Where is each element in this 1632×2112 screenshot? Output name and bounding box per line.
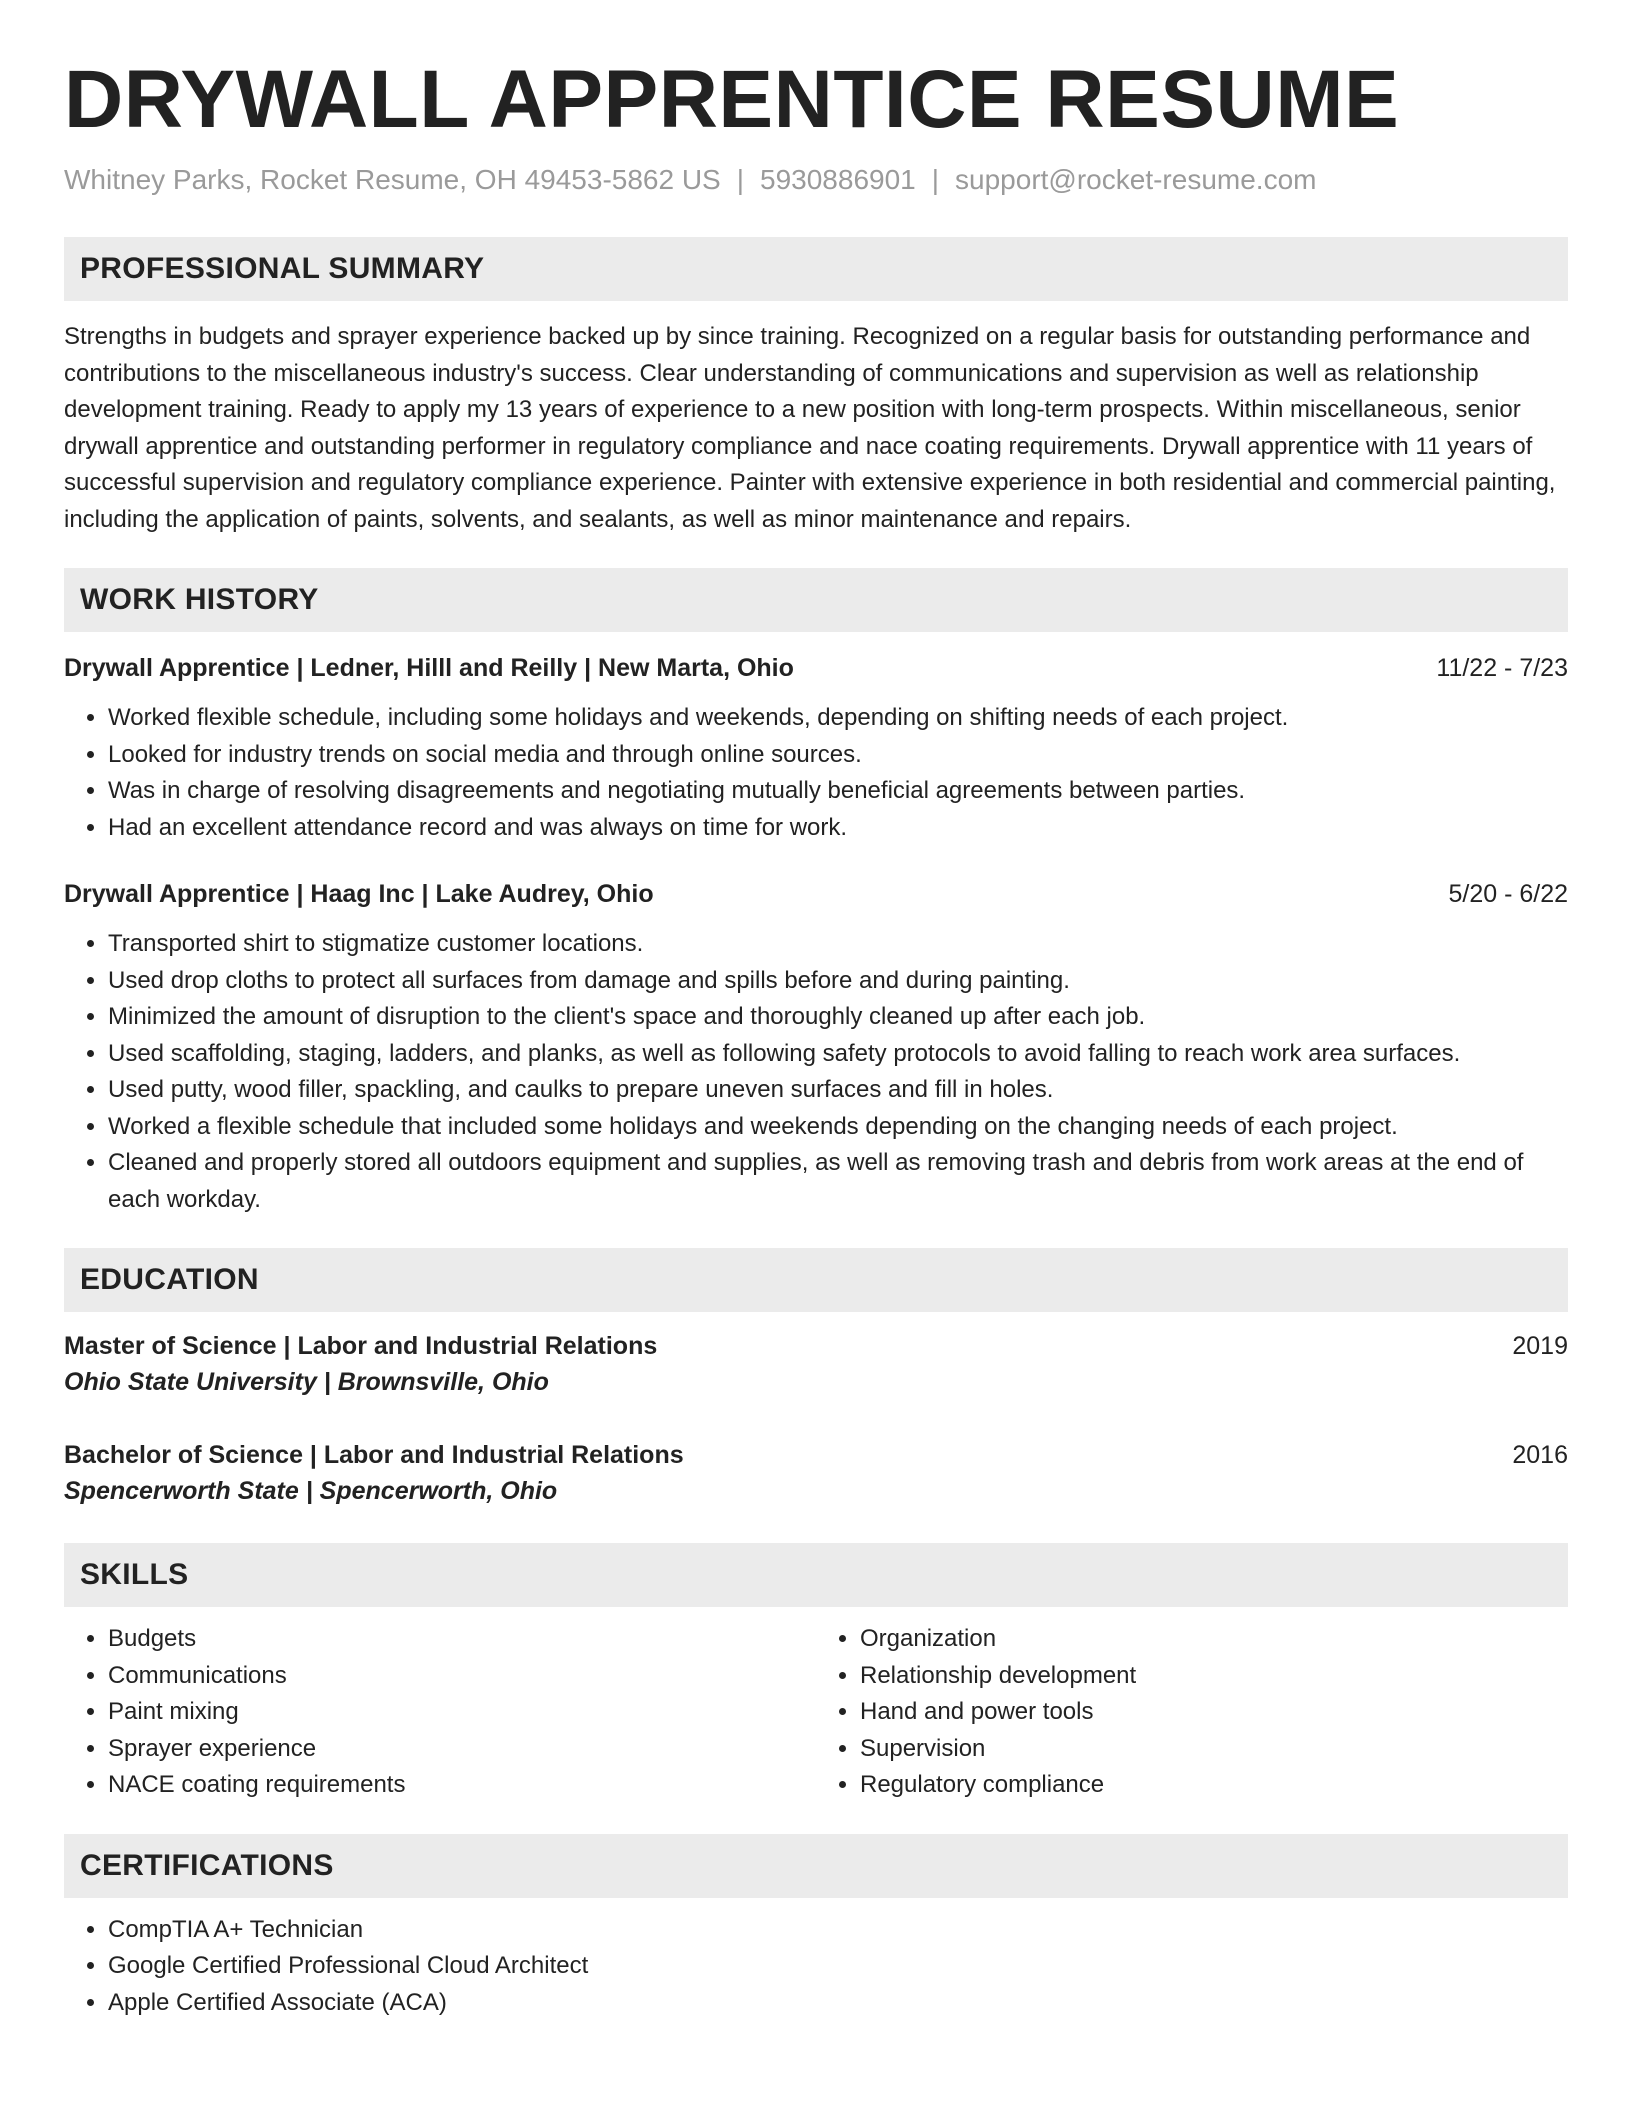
section-header-summary: PROFESSIONAL SUMMARY (64, 237, 1568, 301)
list-item: • NACE coating requirements (108, 1767, 816, 1804)
list-item: • Communications (108, 1658, 816, 1695)
job-entry (64, 650, 1568, 846)
list-item: • CompTIA A+ Technician (108, 1912, 1568, 1949)
job-entry (64, 876, 1568, 1218)
contact-separator: | (931, 164, 940, 195)
skills-column-right (816, 1621, 1568, 1804)
list-item: • Worked flexible schedule, including some holidays and weekends, depending on shifting needs of each project. (108, 700, 1568, 737)
list-item: • Was in charge of resolving disagreements and negotiating mutually beneficial agreements between parties. (108, 773, 1568, 810)
list-item: • Looked for industry trends on social media and through online sources. (108, 737, 1568, 774)
school: Ohio State University | Brownsville, Ohio (64, 1368, 549, 1396)
list-item: • Google Certified Professional Cloud Architect (108, 1948, 1568, 1985)
contact-separator: | (736, 164, 745, 195)
graduation-year: 2019 (1512, 1332, 1568, 1360)
list-item: • Organization (860, 1621, 1568, 1658)
list-item: • Sprayer experience (108, 1731, 816, 1768)
section-header-certifications: CERTIFICATIONS (64, 1834, 1568, 1898)
section-header-skills: SKILLS (64, 1543, 1568, 1607)
education-header (64, 1437, 1568, 1473)
list-item: • Hand and power tools (860, 1694, 1568, 1731)
graduation-year: 2016 (1512, 1441, 1568, 1469)
job-header (64, 876, 1568, 912)
list-item: • Minimized the amount of disruption to the client's space and thoroughly cleaned up after each job. (108, 999, 1568, 1036)
degree: Master of Science | Labor and Industrial Relations (64, 1332, 658, 1360)
summary-text: Strengths in budgets and sprayer experience backed up by since training. Recognized on a regular basis for outstanding performance and contributions to the miscellaneous industry's success. Clear understanding of communications and supervision as well as relationship development training. Ready to apply my 13 years of experience to a new position with long-term prospects. Within miscellaneous, senior drywall apprentice and outstanding performer in regulatory compliance and nace coating requirements. Drywall apprentice with 11 years of successful supervision and regulatory compliance experience. Painter with extensive experience in both residential and commercial painting, including the application of paints, solvents, and sealants, as well as minor maintenance and repairs. (64, 323, 1556, 533)
degree: Bachelor of Science | Labor and Industrial Relations (64, 1441, 684, 1469)
resume-title: DRYWALL APPRENTICE RESUME (64, 54, 1400, 145)
job-title: Drywall Apprentice | Ledner, Hilll and Reilly | New Marta, Ohio (64, 654, 794, 682)
contact-email: support@rocket-resume.com (955, 164, 1317, 195)
list-item: • Paint mixing (108, 1694, 816, 1731)
certifications-list (64, 1912, 1568, 2022)
list-item: • Had an excellent attendance record and was always on time for work. (108, 810, 1568, 847)
list-item: • Transported shirt to stigmatize customer locations. (108, 926, 1568, 963)
job-title: Drywall Apprentice | Haag Inc | Lake Audrey, Ohio (64, 880, 654, 908)
list-item: • Cleaned and properly stored all outdoors equipment and supplies, as well as removing trash and debris from work areas at the end of each workday. (108, 1145, 1568, 1218)
contact-line (64, 162, 1568, 198)
skills-list (64, 1621, 1568, 1804)
school: Spencerworth State | Spencerworth, Ohio (64, 1477, 558, 1505)
list-item: • Relationship development (860, 1658, 1568, 1695)
job-bullets (64, 700, 1568, 846)
education-entry (64, 1437, 1568, 1509)
contact-address: Whitney Parks, Rocket Resume, OH 49453-5862 US (64, 164, 721, 195)
list-item: • Regulatory compliance (860, 1767, 1568, 1804)
contact-phone: 5930886901 (760, 164, 916, 195)
job-dates: 11/22 - 7/23 (1436, 654, 1568, 682)
job-bullets (64, 926, 1568, 1218)
list-item: • Worked a flexible schedule that included some holidays and weekends depending on the changing needs of each project. (108, 1109, 1568, 1146)
section-header-education: EDUCATION (64, 1248, 1568, 1312)
list-item: • Supervision (860, 1731, 1568, 1768)
list-item: • Budgets (108, 1621, 816, 1658)
education-header (64, 1328, 1568, 1364)
list-item: • Used putty, wood filler, spackling, and caulks to prepare uneven surfaces and fill in holes. (108, 1072, 1568, 1109)
list-item: • Apple Certified Associate (ACA) (108, 1985, 1568, 2022)
skills-column-left (64, 1621, 816, 1804)
job-dates: 5/20 - 6/22 (1448, 880, 1568, 908)
education-entry (64, 1328, 1568, 1400)
section-header-work-history: WORK HISTORY (64, 568, 1568, 632)
list-item: • Used scaffolding, staging, ladders, and planks, as well as following safety protocols to avoid falling to reach work area surfaces. (108, 1036, 1568, 1073)
job-header (64, 650, 1568, 686)
list-item: • Used drop cloths to protect all surfaces from damage and spills before and during painting. (108, 963, 1568, 1000)
